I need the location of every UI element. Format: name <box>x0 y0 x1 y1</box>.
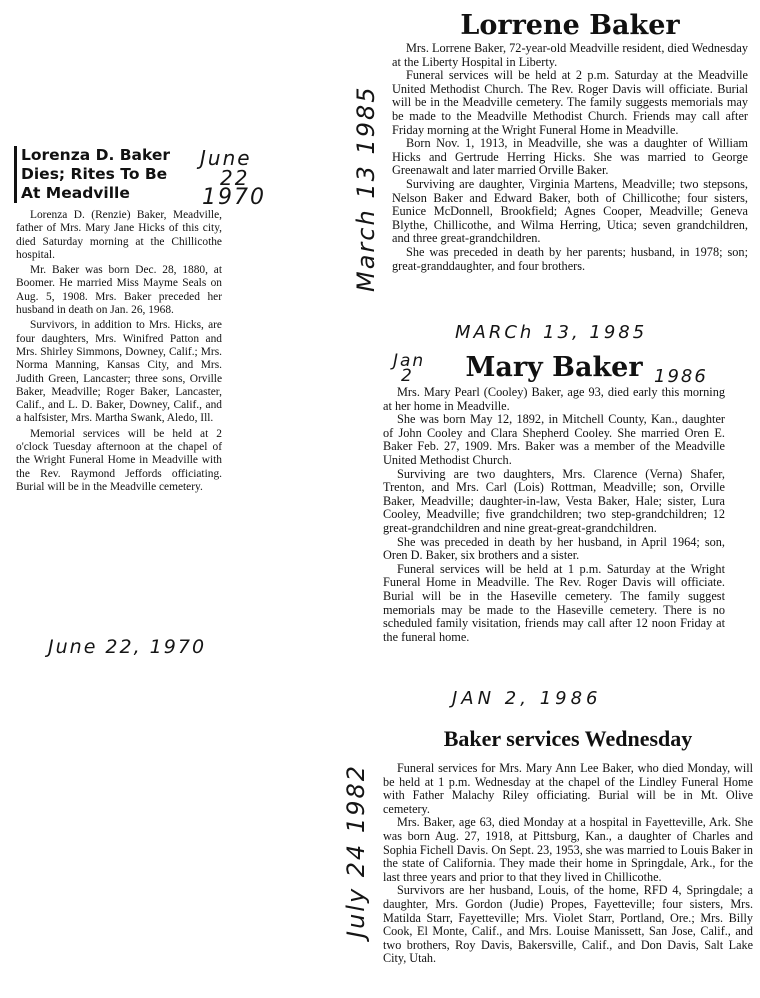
paragraph: Born Nov. 1, 1913, in Meadville, she was a daughter of William Hicks and Gertrude Herring Hicks. She was married to George Greenawalt and later married Orville Baker. <box>392 136 748 178</box>
lorrene-body <box>392 42 748 273</box>
mary-body <box>383 386 725 644</box>
services-headline: Baker services Wednesday <box>443 726 693 751</box>
hand-month: Jan <box>393 351 426 371</box>
handwritten-date-lorrene-side: March 13 1985 <box>352 85 380 292</box>
hand-month: June <box>200 146 252 170</box>
paragraph: She was preceded in death by her husband, in April 1964; son, Oren D. Baker, six brothers and a sister. <box>383 534 725 563</box>
lorrene-headline: Lorrene Baker <box>460 10 680 41</box>
paragraph: Surviving are two daughters, Mrs. Clarence (Verna) Shafer, Trenton, and Mrs. Carl (Lois) Rottman, Meadville; son, Orville Baker, Meadville; daughter-in-law, Vesta Baker, Hale; sister, Lura Cooley, Meadville; five grandchildren; two step-grandchildren; 12 great-grandchildren and nine great-great-grandchildren. <box>383 466 725 535</box>
obituary-mary-baker <box>383 350 725 644</box>
headline-line: At Meadville <box>21 184 130 202</box>
lorenza-headline <box>14 146 191 203</box>
hand-day: 22 <box>220 166 250 190</box>
hand-day: 2 <box>401 366 414 386</box>
paragraph: Funeral services will be held at 1 p.m. Saturday at the Wright Funeral Home in Meadville. The Rev. Roger Davis will officiate. Burial will be in the Haseville cemetery. The family suggest memorials may be made to the Haseville cemetery. There is no scheduled family visitation, friends may call after 12 noon Friday at the funeral home. <box>383 561 725 644</box>
paragraph: She was preceded in death by her parents; husband, in 1978; son; great-granddaughter, and four brothers. <box>392 244 748 273</box>
handwritten-date-mary-right: 1986 <box>654 366 708 387</box>
headline-line: Lorenza D. Baker <box>21 146 171 164</box>
lorenza-body <box>14 209 222 494</box>
paragraph: Memorial services will be held at 2 o'clock Tuesday afternoon at the chapel of the Wright Funeral Home in Meadville with the Rev. Raymond Jeffords officiating. Burial will be in the Meadville cemetery. <box>16 427 222 493</box>
handwritten-date-lorrene-bottom: MARCh 13, 1985 <box>455 322 648 343</box>
paragraph: Survivors are her husband, Louis, of the home, RFD 4, Springdale; a daughter, Mrs. Gordon (Judie) Propes, Fayetteville; four sisters, Mrs. Matilda Starr, Fayetteville; Mrs. Violet Starr, Portland, Ore.; Mrs. Billy Cook, El Monte, Calif., and Mrs. Louise Manissett, San Jose, Calif., and two brothers, Roy Davis, Bakersville, Calif., and Don Davis, Salt Lake City, Utah. <box>383 883 753 966</box>
paragraph: Mrs. Lorrene Baker, 72-year-old Meadville resident, died Wednesday at the Liberty Hospital in Liberty. <box>392 41 748 69</box>
paragraph: Funeral services will be held at 2 p.m. Saturday at the Meadville United Methodist Church. The Rev. Roger Davis will officiate. Burial will be in the Meadville cemetery. The family suggests memorials may be made to the Meadville Methodist Church. Friends may call after Friday morning at the Wright Funeral Home in Meadville. <box>392 68 748 137</box>
paragraph: Survivors, in addition to Mrs. Hicks, are four daughters, Mrs. Winifred Patton and Mrs. Shirley Simmons, Downey, Calif.; Mrs. Norma Manning, Kansas City, and Mrs. Judith Green, Lancaster; three sons, Orville Baker, Meadville; Roger Baker, Lancaster, Calif., and L. D. Baker, Downey, Calif., and a halfsister, Mrs. Martha Swank, Aledo, Ill. <box>16 319 222 425</box>
hand-year: 1970 <box>202 185 266 210</box>
paragraph: Funeral services for Mrs. Mary Ann Lee Baker, who died Monday, will be held at 1 p.m. Wednesday at the chapel of the Lindley Funeral Home with Father Malachy Riley officiating. Burial will be in Mt. Olive cemetery. <box>383 761 753 816</box>
paragraph: She was born May 12, 1892, in Mitchell County, Kan., daughter of John Cooley and Clara Shepherd Cooley. She married Oren E. Baker Feb. 27, 1909. Mrs. Baker was a member of the Meadville United Methodist Church. <box>383 412 725 467</box>
obituary-lorenza-baker <box>14 146 222 494</box>
handwritten-date-services-side: July 24 1982 <box>342 763 370 938</box>
paragraph: Mrs. Mary Pearl (Cooley) Baker, age 93, died early this morning at her home in Meadville. <box>383 385 725 413</box>
handwritten-date-lorenza-bottom: June 22, 1970 <box>48 636 207 658</box>
paragraph: Mr. Baker was born Dec. 28, 1880, at Boomer. He married Miss Mayme Seals on Aug. 5, 1908. Mrs. Baker preceded her husband in death on Jan. 26, 1968. <box>16 264 222 317</box>
paragraph: Lorenza D. (Renzie) Baker, Meadville, father of Mrs. Mary Jane Hicks of this city, died Saturday morning at the Chillicothe hospital. <box>16 209 222 261</box>
services-body <box>383 762 753 966</box>
mary-headline: Mary Baker <box>465 352 643 383</box>
handwritten-date-lorenza-top <box>200 148 266 208</box>
paragraph: Surviving are daughter, Virginia Martens, Meadville; two stepsons, Nelson Baker and Edward Baker, both of Chillicothe; four sisters, Eunice McDonnell, Brookfield; Agnes Cooper, Meadville; Geneva Blythe, Chillicothe, and Wilma Herring, Utica; seven grandchildren, and three great-grandchildren. <box>392 176 748 246</box>
handwritten-date-mary-bottom: JAN 2, 1986 <box>452 688 602 709</box>
headline-line: Dies; Rites To Be <box>21 165 168 183</box>
obituary-lorrene-baker <box>392 10 748 273</box>
paragraph: Mrs. Baker, age 63, died Monday at a hospital in Fayetteville, Ark. She was born Aug. 27, 1918, at Pittsburg, Kan., a daughter of Charles and Sophia Fichell Davis. On Sept. 23, 1953, she was married to Louis Baker in the state of California. They made their home in Springdale, Ark., for the last three years and prior to that they lived in Chillicothe. <box>383 815 753 884</box>
obituary-mary-ann-lee-baker <box>383 722 753 966</box>
